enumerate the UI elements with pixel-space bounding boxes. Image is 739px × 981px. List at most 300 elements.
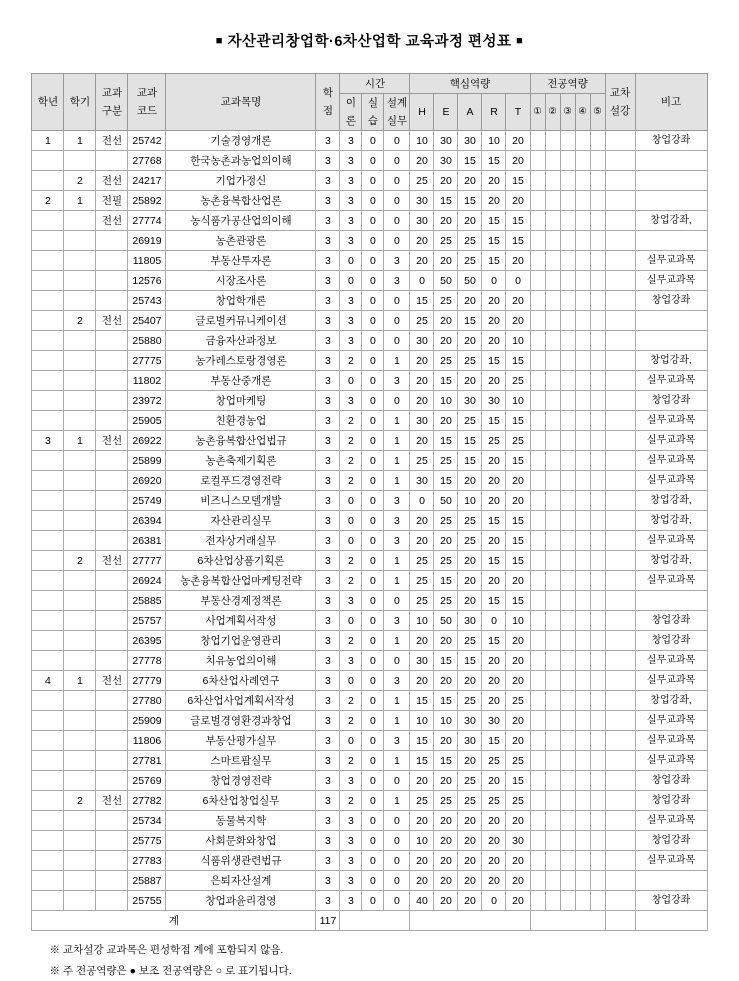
cell-m4 [575,651,590,671]
cell-design: 1 [384,711,410,731]
th-category: 교과 구분 [96,74,128,131]
cell-overlap [605,891,635,911]
total-core-blank [410,911,530,931]
cell-m2 [545,231,560,251]
table-row [32,351,707,371]
cell-m1 [530,811,545,831]
cell-m1 [530,291,545,311]
cell-m5 [590,671,605,691]
table-row [32,231,707,251]
cell-design: 1 [384,691,410,711]
cell-m1 [530,331,545,351]
th-time-group: 시간 [340,74,410,94]
cell-remark [635,191,707,211]
cell-grade [32,711,64,731]
cell-term [64,811,96,831]
cell-E: 15 [434,751,458,771]
cell-theory: 2 [340,431,362,451]
cell-m3 [560,411,575,431]
table-row [32,411,707,431]
cell-code: 26920 [128,471,166,491]
cell-overlap [605,551,635,571]
cell-remark: 창업강좌 [635,891,707,911]
cell-design: 3 [384,251,410,271]
cell-credit: 3 [316,151,340,171]
cell-remark: 창업강좌, [635,351,707,371]
cell-m3 [560,391,575,411]
cell-credit: 3 [316,491,340,511]
cell-code: 26394 [128,511,166,531]
cell-practice: 0 [362,751,384,771]
cell-m5 [590,751,605,771]
cell-m3 [560,751,575,771]
th-core-a: A [458,94,482,131]
cell-cat [96,491,128,511]
footnote-1: ※ 교차설강 교과목은 편성학점 계에 포함되지 않음. [49,944,284,956]
cell-code: 25775 [128,831,166,851]
cell-m3 [560,211,575,231]
cell-T: 15 [506,351,530,371]
cell-A: 20 [458,171,482,191]
cell-remark: 실무교과목 [635,451,707,471]
cell-T: 15 [506,591,530,611]
cell-H: 40 [410,891,434,911]
cell-A: 20 [458,751,482,771]
cell-E: 20 [434,871,458,891]
cell-grade [32,591,64,611]
cell-theory: 2 [340,711,362,731]
table-row [32,431,707,451]
cell-m5 [590,471,605,491]
cell-code: 25909 [128,711,166,731]
cell-m4 [575,211,590,231]
cell-code: 27781 [128,751,166,771]
cell-name: 은퇴자산설계 [166,871,316,891]
cell-m3 [560,151,575,171]
cell-m5 [590,731,605,751]
cell-m4 [575,231,590,251]
cell-m1 [530,371,545,391]
cell-E: 50 [434,271,458,291]
cell-overlap [605,151,635,171]
cell-m2 [545,571,560,591]
cell-design: 1 [384,431,410,451]
cell-E: 20 [434,171,458,191]
cell-m4 [575,691,590,711]
cell-theory: 3 [340,651,362,671]
cell-practice: 0 [362,831,384,851]
cell-m3 [560,531,575,551]
cell-A: 20 [458,811,482,831]
cell-H: 20 [410,371,434,391]
cell-R: 20 [482,291,506,311]
cell-m1 [530,831,545,851]
cell-name: 농촌관광론 [166,231,316,251]
cell-theory: 2 [340,471,362,491]
cell-name: 친환경농업 [166,411,316,431]
th-theory: 이 론 [340,94,362,131]
cell-m2 [545,411,560,431]
cell-m5 [590,411,605,431]
cell-E: 50 [434,491,458,511]
cell-E: 15 [434,571,458,591]
cell-name: 창업경영전략 [166,771,316,791]
cell-credit: 3 [316,591,340,611]
cell-practice: 0 [362,411,384,431]
cell-m4 [575,591,590,611]
cell-H: 20 [410,431,434,451]
cell-cat [96,871,128,891]
cell-m4 [575,731,590,751]
cell-credit: 3 [316,651,340,671]
cell-cat [96,611,128,631]
cell-design: 1 [384,791,410,811]
cell-m3 [560,551,575,571]
cell-remark: 실무교과목 [635,471,707,491]
cell-code: 25905 [128,411,166,431]
cell-term: 2 [64,551,96,571]
cell-A: 10 [458,491,482,511]
cell-design: 1 [384,631,410,651]
table-row [32,891,707,911]
table-row [32,671,707,691]
cell-m2 [545,751,560,771]
cell-design: 0 [384,151,410,171]
cell-R: 15 [482,151,506,171]
cell-term: 1 [64,671,96,691]
cell-code: 25769 [128,771,166,791]
cell-grade [32,151,64,171]
table-row [32,711,707,731]
cell-cat [96,531,128,551]
cell-name: 스마트팜실무 [166,751,316,771]
cell-overlap [605,391,635,411]
cell-m2 [545,291,560,311]
cell-H: 20 [410,631,434,651]
cell-m2 [545,151,560,171]
table-row [32,371,707,391]
cell-m2 [545,811,560,831]
title-text: 자산관리창업학·6차산업학 교육과정 편성표 [227,34,512,50]
cell-T: 25 [506,371,530,391]
cell-T: 15 [506,451,530,471]
cell-m2 [545,331,560,351]
cell-theory: 3 [340,231,362,251]
cell-m2 [545,471,560,491]
cell-design: 0 [384,191,410,211]
cell-R: 30 [482,711,506,731]
cell-practice: 0 [362,151,384,171]
cell-T: 30 [506,831,530,851]
cell-H: 15 [410,731,434,751]
cell-m4 [575,711,590,731]
cell-overlap [605,691,635,711]
cell-grade [32,371,64,391]
cell-T: 20 [506,811,530,831]
table-row [32,791,707,811]
cell-T: 20 [506,631,530,651]
cell-theory: 3 [340,591,362,611]
cell-design: 0 [384,171,410,191]
cell-overlap [605,411,635,431]
cell-m2 [545,491,560,511]
cell-H: 0 [410,491,434,511]
cell-m2 [545,771,560,791]
cell-remark: 창업강좌, [635,511,707,531]
cell-term: 1 [64,131,96,151]
cell-R: 20 [482,871,506,891]
cell-credit: 3 [316,471,340,491]
cell-m5 [590,211,605,231]
cell-overlap [605,431,635,451]
th-major-3: ③ [560,94,575,131]
cell-remark [635,171,707,191]
cell-grade [32,231,64,251]
cell-H: 20 [410,531,434,551]
total-major-blank [530,911,605,931]
cell-m4 [575,171,590,191]
cell-name: 농촌융복합산업법규 [166,431,316,451]
cell-R: 15 [482,411,506,431]
cell-R: 20 [482,851,506,871]
cell-grade: 2 [32,191,64,211]
cell-E: 25 [434,551,458,571]
cell-remark: 실무교과목 [635,751,707,771]
cell-R: 20 [482,771,506,791]
cell-E: 15 [434,371,458,391]
cell-T: 0 [506,271,530,291]
cell-theory: 3 [340,131,362,151]
cell-R: 20 [482,371,506,391]
table-header [32,74,707,131]
cell-credit: 3 [316,131,340,151]
cell-design: 0 [384,291,410,311]
cell-remark: 실무교과목 [635,251,707,271]
cell-code: 27775 [128,351,166,371]
cell-m4 [575,671,590,691]
cell-m1 [530,631,545,651]
cell-H: 10 [410,131,434,151]
cell-name: 6차산업상품기획론 [166,551,316,571]
cell-A: 25 [458,531,482,551]
cell-overlap [605,471,635,491]
cell-practice: 0 [362,631,384,651]
cell-theory: 2 [340,411,362,431]
cell-theory: 3 [340,211,362,231]
total-overlap-blank [605,911,635,931]
cell-E: 20 [434,331,458,351]
cell-term [64,571,96,591]
cell-code: 25743 [128,291,166,311]
cell-E: 20 [434,811,458,831]
cell-m3 [560,671,575,691]
cell-practice: 0 [362,891,384,911]
cell-theory: 3 [340,191,362,211]
title-marker-right: ■ [516,35,524,47]
cell-practice: 0 [362,351,384,371]
cell-code: 25734 [128,811,166,831]
cell-m3 [560,271,575,291]
cell-theory: 0 [340,531,362,551]
cell-cat: 전선 [96,671,128,691]
cell-cat [96,351,128,371]
cell-m4 [575,491,590,511]
cell-T: 15 [506,211,530,231]
cell-m2 [545,451,560,471]
cell-m4 [575,151,590,171]
cell-m5 [590,551,605,571]
cell-overlap [605,451,635,471]
cell-name: 부동산중개론 [166,371,316,391]
cell-A: 15 [458,451,482,471]
cell-code: 27782 [128,791,166,811]
cell-R: 15 [482,511,506,531]
cell-remark: 창업강좌, [635,491,707,511]
cell-cat [96,391,128,411]
table-row [32,771,707,791]
cell-A: 20 [458,591,482,611]
cell-H: 30 [410,651,434,671]
cell-theory: 0 [340,511,362,531]
cell-credit: 3 [316,271,340,291]
cell-theory: 3 [340,311,362,331]
total-remark-blank [635,911,707,931]
cell-remark: 창업강좌 [635,131,707,151]
table-row [32,491,707,511]
cell-credit: 3 [316,631,340,651]
cell-E: 30 [434,131,458,151]
cell-remark: 창업강좌 [635,391,707,411]
cell-theory: 3 [340,151,362,171]
table-row [32,831,707,851]
cell-T: 10 [506,391,530,411]
cell-cat [96,151,128,171]
cell-A: 15 [458,311,482,331]
cell-credit: 3 [316,391,340,411]
cell-term [64,451,96,471]
cell-overlap [605,871,635,891]
cell-credit: 3 [316,711,340,731]
cell-E: 25 [434,231,458,251]
cell-grade [32,411,64,431]
cell-grade [32,491,64,511]
cell-remark: 실무교과목 [635,731,707,751]
cell-code: 25887 [128,871,166,891]
cell-credit: 3 [316,171,340,191]
cell-grade: 1 [32,131,64,151]
cell-R: 20 [482,691,506,711]
cell-m1 [530,551,545,571]
cell-m4 [575,371,590,391]
cell-H: 20 [410,851,434,871]
cell-R: 20 [482,191,506,211]
table-row [32,551,707,571]
cell-H: 20 [410,771,434,791]
cell-H: 20 [410,391,434,411]
cell-m3 [560,791,575,811]
cell-theory: 2 [340,791,362,811]
cell-term [64,351,96,371]
cell-name: 사회문화와창업 [166,831,316,851]
cell-m2 [545,391,560,411]
cell-T: 10 [506,611,530,631]
cell-H: 25 [410,311,434,331]
table-row [32,291,707,311]
cell-overlap [605,291,635,311]
cell-credit: 3 [316,751,340,771]
cell-m2 [545,591,560,611]
cell-design: 1 [384,471,410,491]
table-row [32,611,707,631]
cell-m1 [530,491,545,511]
cell-cat [96,331,128,351]
cell-cat [96,571,128,591]
th-name: 교과목명 [166,74,316,131]
cell-credit: 3 [316,871,340,891]
cell-grade [32,451,64,471]
cell-R: 20 [482,651,506,671]
cell-T: 20 [506,191,530,211]
cell-overlap [605,631,635,651]
table-footer [32,911,707,931]
cell-m5 [590,371,605,391]
cell-term [64,331,96,351]
cell-design: 1 [384,571,410,591]
page-title [0,30,739,51]
cell-theory: 3 [340,771,362,791]
cell-credit: 3 [316,211,340,231]
cell-T: 15 [506,171,530,191]
cell-H: 30 [410,471,434,491]
cell-name: 치유농업의이해 [166,651,316,671]
cell-name: 농촌융복합산업론 [166,191,316,211]
cell-m3 [560,731,575,751]
cell-theory: 3 [340,891,362,911]
cell-m2 [545,531,560,551]
cell-m3 [560,351,575,371]
cell-H: 20 [410,151,434,171]
cell-m3 [560,431,575,451]
cell-overlap [605,231,635,251]
cell-term [64,871,96,891]
cell-m1 [530,391,545,411]
cell-A: 20 [458,551,482,571]
th-term: 학기 [64,74,96,131]
cell-name: 6차산업사업계획서작성 [166,691,316,711]
cell-design: 3 [384,531,410,551]
table-row [32,151,707,171]
cell-theory: 3 [340,811,362,831]
cell-overlap [605,171,635,191]
th-major-group: 전공역량 [530,74,605,94]
cell-E: 20 [434,891,458,911]
cell-H: 25 [410,451,434,471]
cell-m2 [545,791,560,811]
cell-m4 [575,131,590,151]
cell-cat: 전선 [96,551,128,571]
table-row [32,651,707,671]
cell-grade [32,851,64,871]
cell-m4 [575,791,590,811]
cell-m3 [560,831,575,851]
cell-practice: 0 [362,211,384,231]
cell-design: 3 [384,371,410,391]
cell-m2 [545,611,560,631]
cell-practice: 0 [362,231,384,251]
cell-H: 20 [410,811,434,831]
cell-m2 [545,871,560,891]
cell-cat [96,771,128,791]
